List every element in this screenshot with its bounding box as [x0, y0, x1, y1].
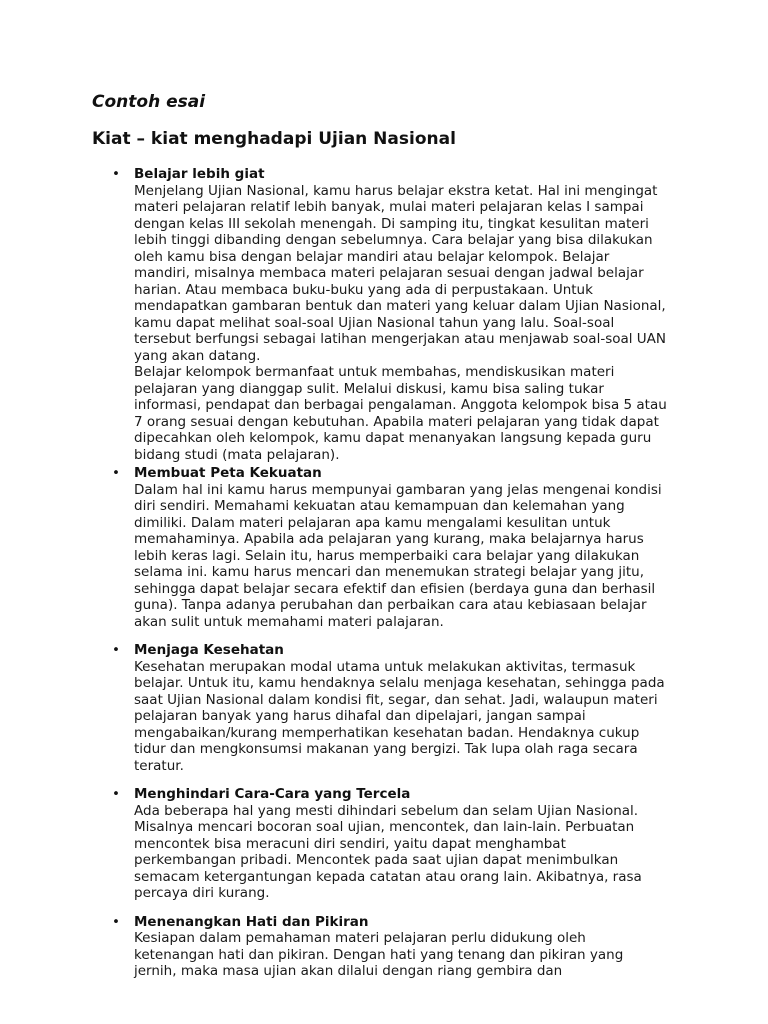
bullet-icon: •: [112, 166, 120, 182]
section-heading: Menenangkan Hati dan Pikiran: [134, 913, 369, 930]
bullet-icon: •: [112, 913, 120, 930]
section-heading: Menjaga Kesehatan: [134, 642, 284, 658]
spacer: [108, 774, 668, 786]
section-paragraph: Belajar kelompok bermanfaat untuk membahas, mendiskusikan materi pelajaran yang dianggap sulit. Melalui diskusi, kamu bisa saling tukar informasi, pendapat dan berbagai pengalaman. Anggota kelompok bisa 5 atau 7 orang sesuai dengan kebutuhan. Apabila materi pelajaran yang tidak dapat dipecahkan oleh kelompok, kamu dapat menanyakan langsung kepada guru bidang studi (mata pelajaran).: [134, 364, 667, 463]
section-heading: Belajar lebih giat: [134, 166, 265, 182]
list-item: [108, 914, 668, 980]
section-paragraph: Dalam hal ini kamu harus mempunyai gambaran yang jelas mengenai kondisi diri sendiri. Memahami kekuatan atau kemampuan dan kelemahan yang dimiliki. Dalam materi pelajaran apa kamu mengalami kesulitan untuk memahaminya. Apabila ada pelajaran yang kurang, maka belajarnya harus lebih keras lagi. Selain itu, harus memperbaiki cara belajar yang dilakukan selama ini. kamu harus mencari dan menemukan strategi belajar yang jitu, sehingga dapat belajar secara efektif dan efisien (berdaya guna dan berhasil guna). Tanpa adanya perubahan dan perbaikan cara atau kebiasaan belajar akan sulit untuk memahami materi palajaran.: [134, 481, 662, 630]
section-paragraph: Kesehatan merupakan modal utama untuk melakukan aktivitas, termasuk belajar. Untuk itu, kamu hendaknya selalu menjaga kesehatan, sehingga pada saat Ujian Nasional dalam kondisi fit, segar, dan sehat. Jadi, walaupun materi pelajaran banyak yang harus dihafal dan dipelajari, jangan sampai mengabaikan/kurang memperhatikan kesehatan badan. Hendaknya cukup tidur dan mengkonsumsi makanan yang bergizi. Tak lupa olah raga secara teratur.: [134, 658, 665, 774]
spacer: [108, 630, 668, 642]
document-label: Contoh esai: [92, 92, 206, 112]
list-item: [108, 166, 668, 463]
section-paragraph: Ada beberapa hal yang mesti dihindari sebelum dan selam Ujian Nasional. Misalnya mencari bocoran soal ujian, mencontek, dan lain-lain. Perbuatan mencontek bisa meracuni diri sendiri, yaitu dapat menghambat perkembangan pribadi. Mencontek pada saat ujian dapat menimbulkan semacam ketergantungan kepada catatan atau orang lain. Akibatnya, rasa percaya diri kurang.: [134, 802, 642, 901]
section-paragraph: Menjelang Ujian Nasional, kamu harus belajar ekstra ketat. Hal ini mengingat materi pelajaran relatif lebih banyak, mulai materi pelajaran kelas I sampai dengan kelas III sekolah menengah. Di samping itu, tingkat kesulitan materi lebih tinggi dibanding dengan sebelumnya. Cara belajar yang bisa dilakukan oleh kamu bisa dengan belajar mandiri atau belajar kelompok. Belajar mandiri, misalnya membaca materi pelajaran sesuai dengan jadwal belajar harian. Atau membaca buku-buku yang ada di perpustakaan. Untuk mendapatkan gambaran bentuk dan materi yang keluar dalam Ujian Nasional, kamu dapat melihat soal-soal Ujian Nasional tahun yang lalu. Soal-soal tersebut berfungsi sebagai latihan mengerjakan atau menjawab soal-soal UAN yang akan datang.: [134, 182, 667, 364]
section-heading: Membuat Peta Kekuatan: [134, 465, 322, 481]
section-paragraph: Kesiapan dalam pemahaman materi pelajaran perlu didukung oleh ketenangan hati dan pikiran. Dengan hati yang tenang dan pikiran yang jernih, maka masa ujian akan dilalui dengan riang gembira dan: [134, 930, 624, 979]
document-title: Kiat – kiat menghadapi Ujian Nasional: [92, 129, 456, 149]
list-item: [108, 642, 668, 774]
bullet-icon: •: [112, 642, 120, 658]
list-item: [108, 786, 668, 902]
list-item: [108, 465, 668, 630]
bullet-icon: •: [112, 465, 120, 481]
bullet-icon: •: [112, 786, 120, 802]
spacer: [108, 902, 668, 914]
tips-list: [108, 166, 668, 980]
section-heading: Menghindari Cara-Cara yang Tercela: [134, 786, 411, 802]
